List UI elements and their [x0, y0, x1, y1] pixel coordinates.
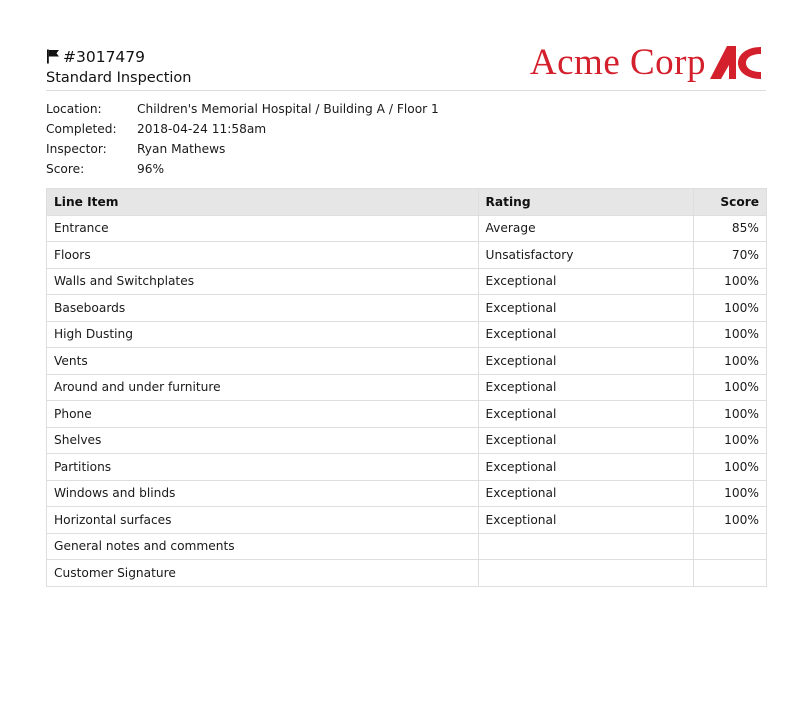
- table-row: [47, 215, 767, 242]
- line-item-cell: Walls and Switchplates: [47, 268, 479, 295]
- rating-cell: Exceptional: [478, 268, 694, 295]
- score-cell: 100%: [694, 427, 767, 454]
- line-item-cell: High Dusting: [47, 321, 479, 348]
- score-cell: [694, 560, 767, 587]
- meta-score-row: [46, 159, 766, 179]
- location-label: Location:: [46, 102, 102, 116]
- score-cell: 70%: [694, 242, 767, 269]
- rating-cell: Unsatisfactory: [478, 242, 694, 269]
- line-item-cell: Around and under furniture: [47, 374, 479, 401]
- rating-cell: Exceptional: [478, 348, 694, 375]
- rating-cell: Exceptional: [478, 480, 694, 507]
- score-cell: 100%: [694, 268, 767, 295]
- rating-cell: Exceptional: [478, 401, 694, 428]
- score-label: Score:: [46, 162, 85, 176]
- table-header-row: [47, 189, 767, 216]
- table-row: [47, 480, 767, 507]
- meta-location-row: [46, 99, 766, 119]
- flag-icon: [46, 49, 60, 64]
- line-item-cell: Customer Signature: [47, 560, 479, 587]
- line-item-cell: Floors: [47, 242, 479, 269]
- score-cell: 100%: [694, 295, 767, 322]
- report-id: #3017479: [63, 48, 146, 66]
- table-row: [47, 507, 767, 534]
- line-item-cell: Phone: [47, 401, 479, 428]
- inspector-label: Inspector:: [46, 142, 107, 156]
- line-item-cell: Vents: [47, 348, 479, 375]
- score-cell: 100%: [694, 374, 767, 401]
- table-row: [47, 533, 767, 560]
- header-rating: Rating: [478, 189, 694, 216]
- score-cell: 100%: [694, 507, 767, 534]
- rating-cell: Average: [478, 215, 694, 242]
- line-item-cell: Shelves: [47, 427, 479, 454]
- score-cell: 100%: [694, 480, 767, 507]
- table-row: [47, 401, 767, 428]
- rating-cell: Exceptional: [478, 507, 694, 534]
- rating-cell: Exceptional: [478, 295, 694, 322]
- line-item-cell: Horizontal surfaces: [47, 507, 479, 534]
- table-row: [47, 295, 767, 322]
- line-item-cell: General notes and comments: [47, 533, 479, 560]
- inspector-value: Ryan Mathews: [137, 142, 226, 156]
- completed-label: Completed:: [46, 122, 117, 136]
- header-score: Score: [694, 189, 767, 216]
- table-row: [47, 454, 767, 481]
- score-cell: 100%: [694, 454, 767, 481]
- line-item-cell: Partitions: [47, 454, 479, 481]
- table-row: [47, 427, 767, 454]
- score-cell: 100%: [694, 348, 767, 375]
- table-row: [47, 374, 767, 401]
- score-cell: 85%: [694, 215, 767, 242]
- rating-cell: [478, 560, 694, 587]
- location-value: Children's Memorial Hospital / Building A / Floor 1: [137, 102, 439, 116]
- score-value: 96%: [137, 162, 165, 176]
- report-type: Standard Inspection: [46, 70, 192, 86]
- rating-cell: Exceptional: [478, 321, 694, 348]
- rating-cell: Exceptional: [478, 374, 694, 401]
- meta-inspector-row: [46, 139, 766, 159]
- rating-cell: [478, 533, 694, 560]
- report-meta: [46, 99, 766, 179]
- acme-ac-logo-icon: [710, 45, 762, 81]
- rating-cell: Exceptional: [478, 427, 694, 454]
- report-id-row: [46, 48, 145, 66]
- line-item-cell: Windows and blinds: [47, 480, 479, 507]
- line-item-cell: Entrance: [47, 215, 479, 242]
- header-line-item: Line Item: [47, 189, 479, 216]
- completed-value: 2018-04-24 11:58am: [137, 122, 267, 136]
- line-item-cell: Baseboards: [47, 295, 479, 322]
- table-row: [47, 560, 767, 587]
- table-row: [47, 242, 767, 269]
- table-row: [47, 321, 767, 348]
- table-row: [47, 348, 767, 375]
- line-items-table: [46, 188, 767, 587]
- score-cell: 100%: [694, 321, 767, 348]
- table-row: [47, 268, 767, 295]
- company-name: Acme Corp: [529, 42, 706, 83]
- company-logo: [530, 44, 762, 81]
- score-cell: [694, 533, 767, 560]
- report-header: [46, 44, 766, 91]
- inspection-report: [46, 44, 766, 587]
- meta-completed-row: [46, 119, 766, 139]
- rating-cell: Exceptional: [478, 454, 694, 481]
- score-cell: 100%: [694, 401, 767, 428]
